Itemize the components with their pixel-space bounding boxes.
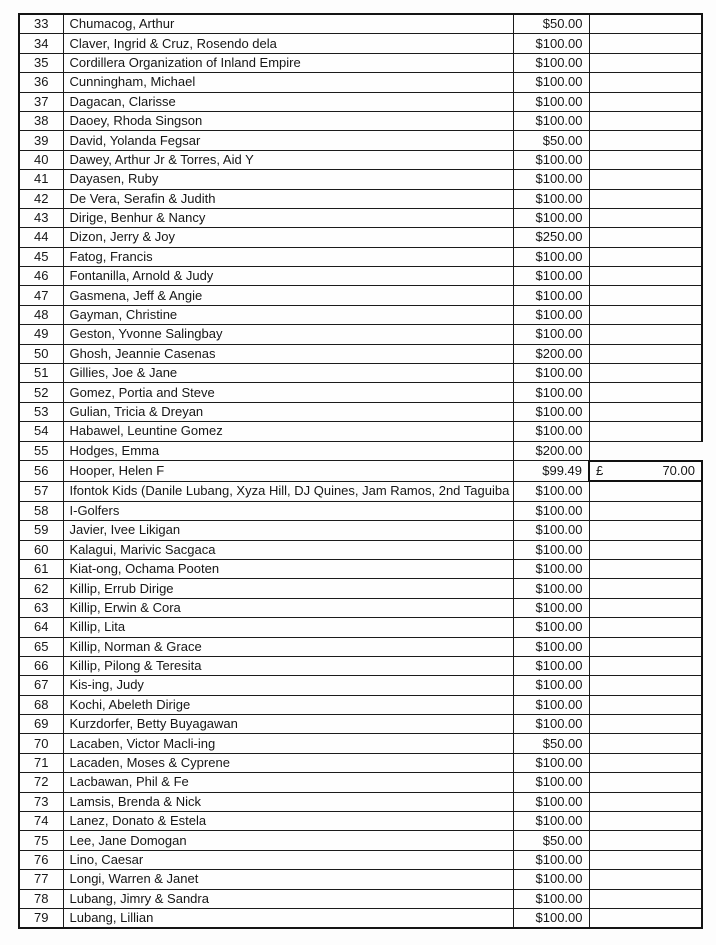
secondary-amount-cell [589,305,702,324]
secondary-amount-cell [589,131,702,150]
donor-name-cell: Cunningham, Michael [63,73,513,92]
table-row [19,521,702,540]
row-number-cell: 77 [19,870,63,889]
amount-cell: $100.00 [513,812,589,831]
amount-cell: $99.49 [513,461,589,481]
table-row [19,656,702,675]
row-number-cell: 65 [19,637,63,656]
amount-cell: $100.00 [513,73,589,92]
donor-name-cell: Lubang, Jimry & Sandra [63,889,513,908]
table-row [19,850,702,869]
amount-cell: $100.00 [513,579,589,598]
donor-name-cell: Dayasen, Ruby [63,170,513,189]
row-number-cell: 34 [19,34,63,53]
row-number-cell: 50 [19,344,63,363]
amount-cell: $50.00 [513,734,589,753]
secondary-amount-cell [589,170,702,189]
row-number-cell: 64 [19,618,63,637]
amount-cell: $100.00 [513,364,589,383]
table-row [19,831,702,850]
row-number-cell: 71 [19,753,63,772]
donation-table [18,13,703,929]
table-row [19,34,702,53]
row-number-cell: 47 [19,286,63,305]
table-row [19,773,702,792]
table-row [19,559,702,578]
secondary-amount-cell [589,618,702,637]
secondary-amount-cell [589,247,702,266]
secondary-amount-cell [589,850,702,869]
secondary-amount-cell [589,364,702,383]
amount-cell: $100.00 [513,53,589,72]
donor-name-cell: Lino, Caesar [63,850,513,869]
table-row [19,305,702,324]
donor-name-cell: Gomez, Portia and Steve [63,383,513,402]
amount-cell: $100.00 [513,598,589,617]
table-row [19,753,702,772]
secondary-amount-cell [589,501,702,520]
secondary-amount-cell [589,656,702,675]
donor-name-cell: Lacaben, Victor Macli-ing [63,734,513,753]
amount-cell: $100.00 [513,481,589,501]
table-row [19,441,702,461]
amount-cell: $100.00 [513,559,589,578]
amount-cell: $100.00 [513,383,589,402]
table-row [19,189,702,208]
donor-name-cell: Lamsis, Brenda & Nick [63,792,513,811]
secondary-amount-cell [589,286,702,305]
row-number-cell: 35 [19,53,63,72]
row-number-cell: 45 [19,247,63,266]
amount-cell: $100.00 [513,402,589,421]
donor-name-cell: Javier, Ivee Likigan [63,521,513,540]
donation-table-body [19,14,702,928]
row-number-cell: 53 [19,402,63,421]
donor-name-cell: David, Yolanda Fegsar [63,131,513,150]
donor-name-cell: Dawey, Arthur Jr & Torres, Aid Y [63,150,513,169]
secondary-amount-cell [589,734,702,753]
secondary-amount-cell [589,889,702,908]
donor-name-cell: Kalagui, Marivic Sacgaca [63,540,513,559]
table-row [19,422,702,441]
row-number-cell: 79 [19,908,63,928]
amount-cell: $250.00 [513,228,589,247]
amount-cell: $100.00 [513,286,589,305]
amount-cell: $100.00 [513,870,589,889]
secondary-amount-cell [589,461,702,481]
secondary-amount-cell [589,150,702,169]
table-row [19,637,702,656]
row-number-cell: 67 [19,676,63,695]
row-number-cell: 59 [19,521,63,540]
secondary-amount-cell [589,695,702,714]
table-row [19,92,702,111]
secondary-amount-cell [589,92,702,111]
table-row [19,889,702,908]
donor-name-cell: Killip, Lita [63,618,513,637]
amount-cell: $50.00 [513,14,589,34]
secondary-amount-cell [589,812,702,831]
donor-name-cell: Geston, Yvonne Salingbay [63,325,513,344]
secondary-amount-cell [589,402,702,421]
table-row [19,618,702,637]
table-row [19,501,702,520]
donor-name-cell: Lacbawan, Phil & Fe [63,773,513,792]
donor-name-cell: Habawel, Leuntine Gomez [63,422,513,441]
secondary-amount-cell [589,344,702,363]
amount-cell: $100.00 [513,208,589,227]
secondary-amount-cell [589,441,702,461]
donor-name-cell: I-Golfers [63,501,513,520]
donor-name-cell: Kis-ing, Judy [63,676,513,695]
row-number-cell: 58 [19,501,63,520]
row-number-cell: 49 [19,325,63,344]
secondary-amount-cell [589,189,702,208]
table-row [19,14,702,34]
donor-name-cell: De Vera, Serafin & Judith [63,189,513,208]
donor-name-cell: Ghosh, Jeannie Casenas [63,344,513,363]
secondary-amount-cell [589,325,702,344]
donor-name-cell: Ifontok Kids (Danile Lubang, Xyza Hill, DJ Quines, Jam Ramos, 2nd Taguiba [63,481,513,501]
donor-name-cell: Lee, Jane Domogan [63,831,513,850]
row-number-cell: 43 [19,208,63,227]
table-row [19,228,702,247]
amount-cell: $100.00 [513,540,589,559]
donor-name-cell: Fatog, Francis [63,247,513,266]
donor-name-cell: Killip, Erwin & Cora [63,598,513,617]
amount-cell: $100.00 [513,889,589,908]
table-row [19,383,702,402]
amount-cell: $100.00 [513,618,589,637]
amount-cell: $100.00 [513,111,589,130]
amount-cell: $100.00 [513,850,589,869]
table-row [19,481,702,501]
secondary-amount-cell [589,715,702,734]
donor-name-cell: Dizon, Jerry & Joy [63,228,513,247]
secondary-amount-cell [589,383,702,402]
donor-name-cell: Hooper, Helen F [63,461,513,481]
table-row [19,111,702,130]
table-row [19,344,702,363]
amount-cell: $100.00 [513,773,589,792]
table-row [19,676,702,695]
secondary-amount-value: 70.00 [662,463,695,479]
row-number-cell: 76 [19,850,63,869]
amount-cell: $100.00 [513,715,589,734]
amount-cell: $100.00 [513,753,589,772]
amount-cell: $200.00 [513,344,589,363]
donor-name-cell: Killip, Norman & Grace [63,637,513,656]
secondary-amount-cell [589,228,702,247]
amount-cell: $100.00 [513,792,589,811]
row-number-cell: 39 [19,131,63,150]
donor-name-cell: Kochi, Abeleth Dirige [63,695,513,714]
row-number-cell: 57 [19,481,63,501]
table-row [19,908,702,928]
row-number-cell: 33 [19,14,63,34]
row-number-cell: 62 [19,579,63,598]
donor-name-cell: Claver, Ingrid & Cruz, Rosendo dela [63,34,513,53]
secondary-amount-cell [589,540,702,559]
table-row [19,267,702,286]
table-row [19,695,702,714]
secondary-amount-cell [589,579,702,598]
row-number-cell: 40 [19,150,63,169]
row-number-cell: 54 [19,422,63,441]
donor-name-cell: Chumacog, Arthur [63,14,513,34]
amount-cell: $50.00 [513,131,589,150]
row-number-cell: 66 [19,656,63,675]
table-row [19,247,702,266]
secondary-amount-cell [589,637,702,656]
row-number-cell: 73 [19,792,63,811]
secondary-amount-cell [589,521,702,540]
table-row [19,715,702,734]
donor-name-cell: Gayman, Christine [63,305,513,324]
table-row [19,286,702,305]
row-number-cell: 37 [19,92,63,111]
row-number-cell: 55 [19,441,63,461]
table-row [19,150,702,169]
row-number-cell: 42 [19,189,63,208]
amount-cell: $100.00 [513,676,589,695]
secondary-amount-cell [589,14,702,34]
donor-name-cell: Gulian, Tricia & Dreyan [63,402,513,421]
amount-cell: $100.00 [513,305,589,324]
amount-cell: $100.00 [513,325,589,344]
donor-name-cell: Killip, Pilong & Teresita [63,656,513,675]
table-row [19,53,702,72]
row-number-cell: 75 [19,831,63,850]
table-row [19,812,702,831]
row-number-cell: 56 [19,461,63,481]
amount-cell: $100.00 [513,908,589,928]
secondary-amount-cell [589,267,702,286]
amount-cell: $200.00 [513,441,589,461]
table-row [19,461,702,481]
donor-name-cell: Lacaden, Moses & Cyprene [63,753,513,772]
row-number-cell: 69 [19,715,63,734]
secondary-amount-cell [589,908,702,928]
donor-name-cell: Hodges, Emma [63,441,513,461]
donor-name-cell: Daoey, Rhoda Singson [63,111,513,130]
table-row [19,364,702,383]
secondary-amount-cell [589,481,702,501]
secondary-amount-cell [589,422,702,441]
table-row [19,792,702,811]
donor-name-cell: Lubang, Lillian [63,908,513,928]
row-number-cell: 46 [19,267,63,286]
table-row [19,208,702,227]
donor-name-cell: Longi, Warren & Janet [63,870,513,889]
table-row [19,131,702,150]
table-row [19,73,702,92]
amount-cell: $100.00 [513,521,589,540]
row-number-cell: 70 [19,734,63,753]
amount-cell: $100.00 [513,247,589,266]
secondary-amount-cell [589,792,702,811]
secondary-amount-cell [589,676,702,695]
table-row [19,402,702,421]
row-number-cell: 63 [19,598,63,617]
amount-cell: $100.00 [513,150,589,169]
secondary-amount-cell [589,753,702,772]
row-number-cell: 61 [19,559,63,578]
donor-name-cell: Fontanilla, Arnold & Judy [63,267,513,286]
donor-name-cell: Cordillera Organization of Inland Empire [63,53,513,72]
table-row [19,579,702,598]
row-number-cell: 72 [19,773,63,792]
row-number-cell: 48 [19,305,63,324]
secondary-amount-cell [589,831,702,850]
donor-name-cell: Gasmena, Jeff & Angie [63,286,513,305]
amount-cell: $100.00 [513,34,589,53]
row-number-cell: 60 [19,540,63,559]
row-number-cell: 36 [19,73,63,92]
row-number-cell: 74 [19,812,63,831]
amount-cell: $100.00 [513,189,589,208]
donor-name-cell: Dirige, Benhur & Nancy [63,208,513,227]
row-number-cell: 51 [19,364,63,383]
secondary-amount-cell [589,559,702,578]
table-row [19,170,702,189]
secondary-amount-cell [589,111,702,130]
amount-cell: $100.00 [513,695,589,714]
amount-cell: $100.00 [513,422,589,441]
amount-cell: $50.00 [513,831,589,850]
secondary-amount-cell [589,208,702,227]
donor-name-cell: Kiat-ong, Ochama Pooten [63,559,513,578]
table-row [19,870,702,889]
donor-name-cell: Kurzdorfer, Betty Buyagawan [63,715,513,734]
row-number-cell: 78 [19,889,63,908]
donor-name-cell: Gillies, Joe & Jane [63,364,513,383]
table-row [19,325,702,344]
secondary-amount-cell [589,773,702,792]
row-number-cell: 44 [19,228,63,247]
donor-name-cell: Dagacan, Clarisse [63,92,513,111]
amount-cell: $100.00 [513,170,589,189]
row-number-cell: 41 [19,170,63,189]
secondary-amount-cell [589,598,702,617]
amount-cell: $100.00 [513,92,589,111]
amount-cell: $100.00 [513,267,589,286]
amount-cell: $100.00 [513,656,589,675]
table-row [19,734,702,753]
row-number-cell: 52 [19,383,63,402]
row-number-cell: 38 [19,111,63,130]
secondary-amount-cell [589,34,702,53]
secondary-amount-cell [589,73,702,92]
secondary-amount-cell [589,53,702,72]
table-row [19,540,702,559]
row-number-cell: 68 [19,695,63,714]
amount-cell: $100.00 [513,501,589,520]
table-row [19,598,702,617]
donor-name-cell: Killip, Errub Dirige [63,579,513,598]
secondary-amount-cell [589,870,702,889]
donor-name-cell: Lanez, Donato & Estela [63,812,513,831]
amount-cell: $100.00 [513,637,589,656]
secondary-currency-symbol: £ [596,463,604,479]
